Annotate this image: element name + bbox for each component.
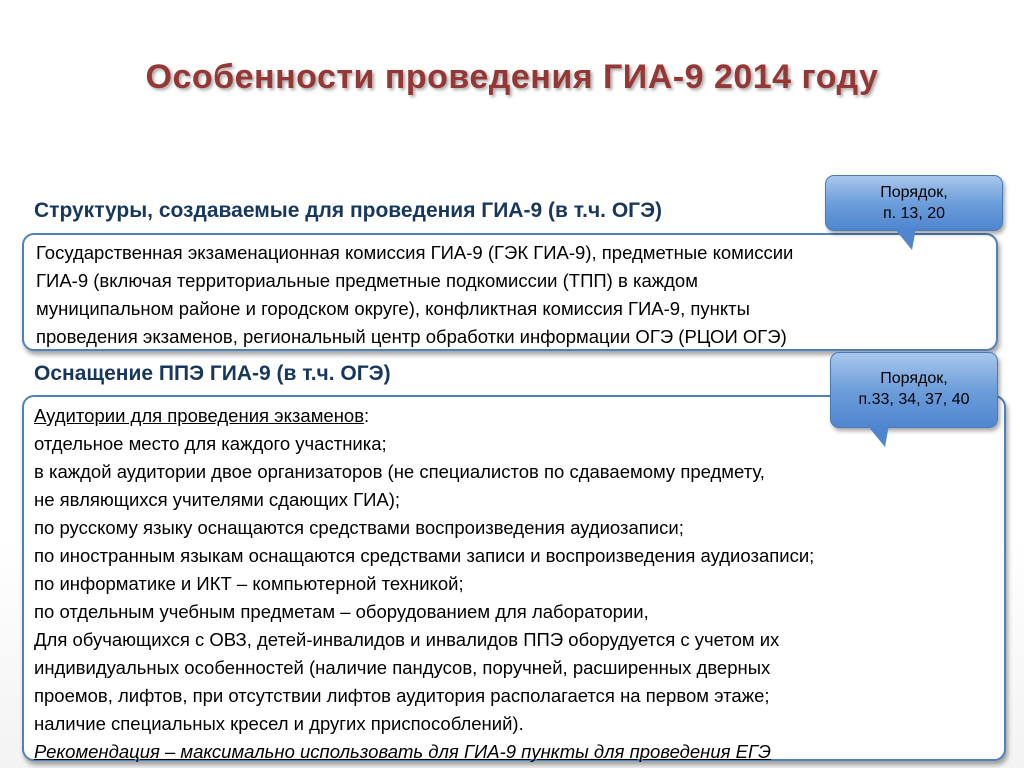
classrooms-label: Аудитории для проведения экзаменов [34,405,365,426]
structures-line: ГИА-9 (включая территориальные предметные подкомиссии (ТПП) в каждом [36,270,698,291]
callout-label: Порядок, [880,370,948,387]
equipment-line: в каждой аудитории двое организаторов (не специалистов по сдаваемому предмету, [34,461,765,482]
callout-points: п. 13, 20 [882,205,946,222]
equipment-line: отдельное место для каждого участника; [34,433,387,454]
equipment-line: индивидуальных особенностей (наличие пандусов, поручней, расширенных дверных [34,657,771,678]
equipment-line: по иностранным языкам оснащаются средствами записи и воспроизведения аудиозаписи; [34,545,815,566]
equipment-line: по русскому языку оснащаются средствами воспроизведения аудиозаписи; [34,517,684,538]
order-callout-2 [830,352,998,428]
structures-line: муниципальном районе и городском округе), конфликтная комиссия ГИА-9, пункты [36,298,750,319]
equipment-line: по информатике и ИКТ – компьютерной техникой; [34,573,464,594]
section-structures-heading: Структуры, создаваемые для проведения ГИА-9 (в т.ч. ОГЭ) [34,199,663,222]
classrooms-colon: : [364,405,370,426]
equipment-line: не являющихся учителями сдающих ГИА); [34,489,401,510]
structures-line: проведения экзаменов, региональный центр обработки информации ОГЭ (РЦОИ ОГЭ) [36,326,787,347]
equipment-text-box [22,395,1006,761]
order-callout-1 [825,175,1003,231]
equipment-line: проемов, лифтов, при отсутствии лифтов аудитория располагается на первом этаже; [34,685,770,706]
section-equipment-heading: Оснащение ППЭ ГИА-9 (в т.ч. ОГЭ) [34,362,391,385]
slide-title: Особенности проведения ГИА-9 2014 году [145,58,879,96]
recommendation-line: Рекомендация – максимально использовать для ГИА-9 пункты для проведения ЕГЭ [34,741,771,762]
equipment-line: по отдельным учебным предметам – оборудованием для лаборатории, [34,601,649,622]
structures-line: Государственная экзаменационная комиссия ГИА-9 (ГЭК ГИА-9), предметные комиссии [36,242,794,263]
structures-text-box [22,233,998,351]
callout-points: п.33, 34, 37, 40 [858,391,970,408]
equipment-line: наличие специальных кресел и других приспособлений). [34,713,524,734]
equipment-line: Для обучающихся с ОВЗ, детей-инвалидов и инвалидов ППЭ оборудуется с учетом их [34,629,780,650]
callout-label: Порядок, [880,184,948,201]
